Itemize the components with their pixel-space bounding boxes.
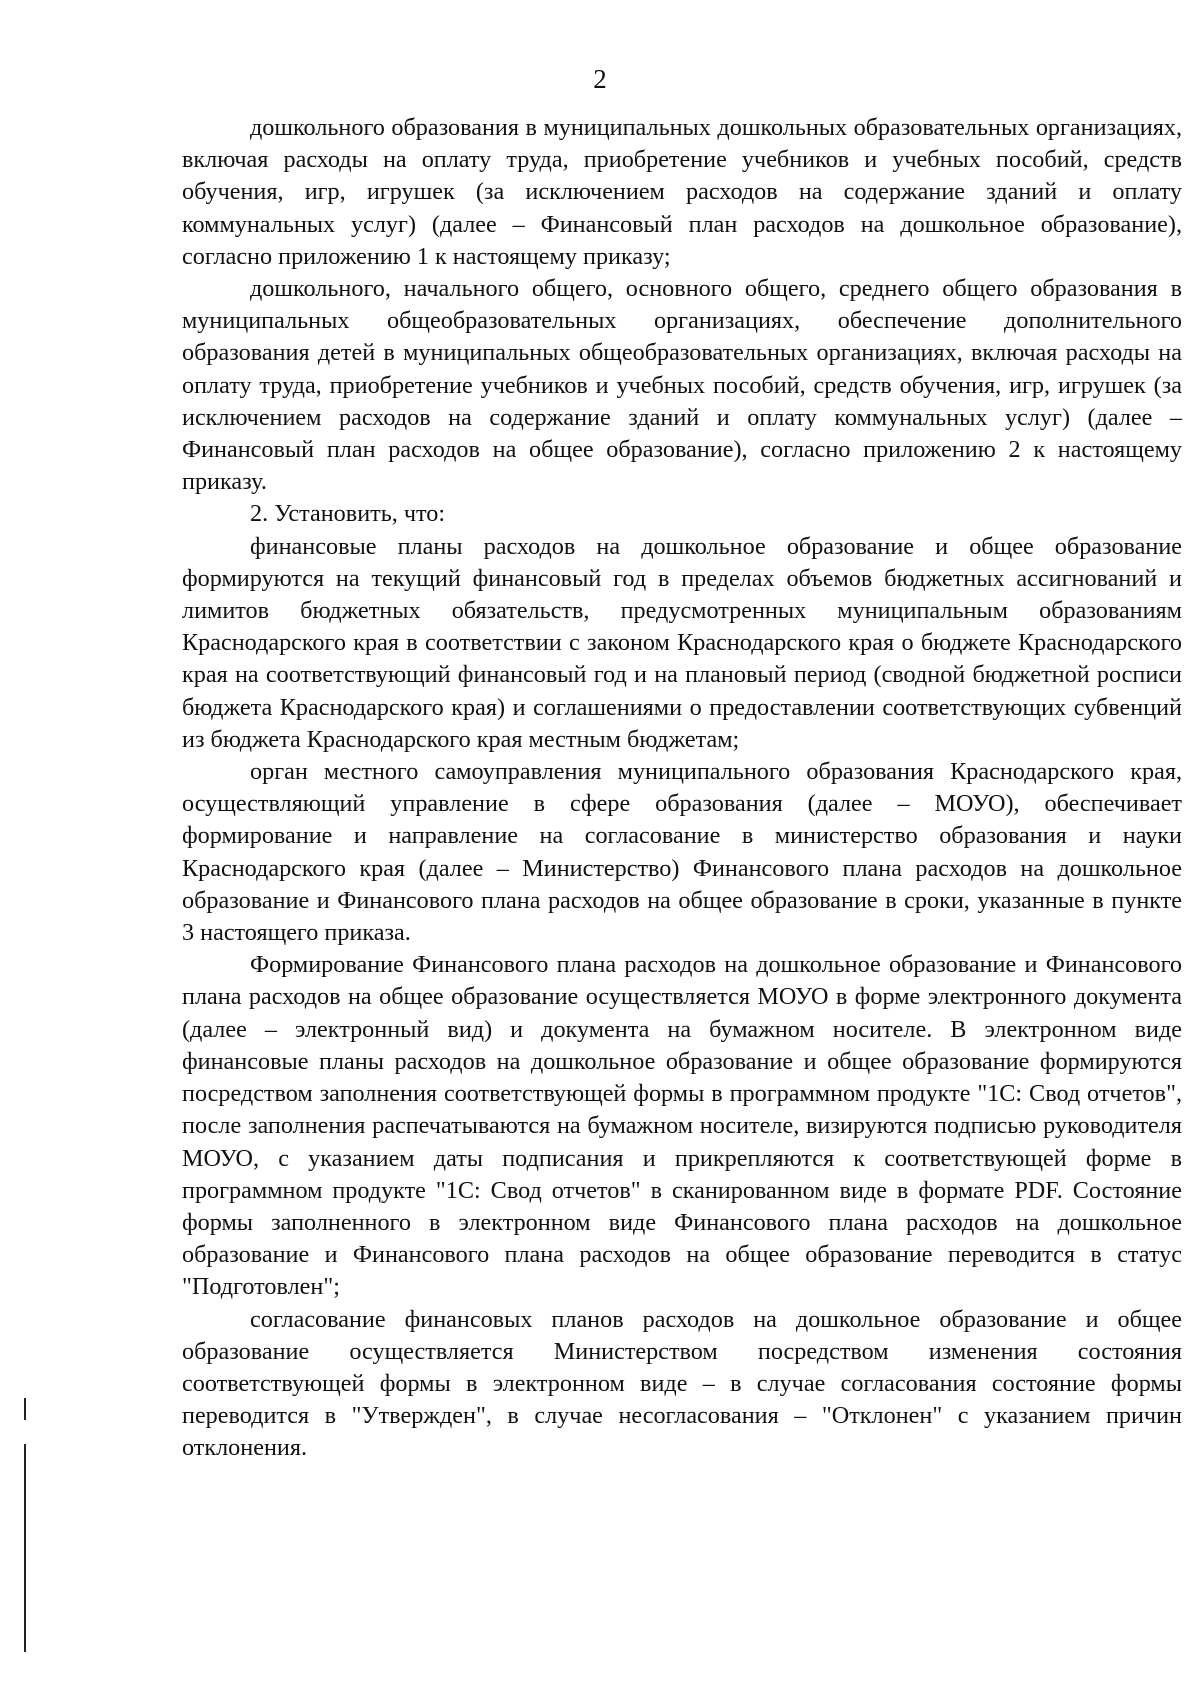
paragraph-establish-heading: 2. Установить, что: bbox=[250, 500, 446, 528]
scan-margin-mark-lower bbox=[24, 1444, 26, 1652]
paragraph-preschool-plan: дошкольного образования в муниципальных дошкольных образовательных организациях, включая расходы на оплату труда, приобретение учебников и учебных пособий, средств обучения, игр, игрушек (за исключением расходов на содержание зданий и оплату коммунальных услуг) (далее – Финансовый план расходов на дошкольное образование), согласно приложению 1 к настоящему приказу; bbox=[182, 114, 1182, 270]
paragraph-approval-procedure: согласование финансовых планов расходов на дошкольное образование и общее образование осуществляется Министерством посредством изменения состояния соответствующей формы в электронном виде – в случае согласования состояние формы переводится в "Утвержден", в случае несогласования – "Отклонен" с указанием причин отклонения. bbox=[182, 1305, 1182, 1462]
paragraph-formation-procedure: Формирование Финансового плана расходов на дошкольное образование и Финансового плана расходов на общее образование осуществляется МОУО в форме электронного документа (далее – электронный вид) и документа на бумажном носителе. В электронном виде финансовые планы расходов на дошкольное образование и общее образование формируются посредством заполнения соответствующей формы в программном продукте "1С: Свод отчетов", после заполнения распечатываются на бумажном носителе, визируются подписью руководителя МОУО, с указанием даты подписания и прикрепляются к соответствующей форме в программном продукте "1С: Свод отчетов" в сканированном виде в формате PDF. Состояние формы заполненного в электронном виде Финансового плана расходов на дошкольное образование и Финансового плана расходов на общее образование переводится в статус "Подготовлен"; bbox=[182, 951, 1182, 1301]
scan-margin-mark-upper bbox=[24, 1398, 26, 1420]
paragraph-plans-formed: финансовые планы расходов на дошкольное образование и общее образование формируются на текущий финансовый год в пределах объемов бюджетных ассигнований и лимитов бюджетных обязательств, предусмотренных муниципальным образованиям Краснодарского края в соответствии с законом Краснодарского края о бюджете Краснодарского края на соответствующий финансовый год и на плановый период (сводной бюджетной росписи бюджета Краснодарского края) и соглашениями о предоставлении соответствующих субвенций из бюджета Краснодарского края местным бюджетам; bbox=[182, 532, 1182, 753]
paragraph-moyo-duties: орган местного самоуправления муниципального образования Краснодарского края, осуществляющий управление в сфере образования (далее – МОУО), обеспечивает формирование и направление на согласование в министерство образования и науки Краснодарского края (далее – Министерство) Финансового плана расходов на дошкольное образование и Финансового плана расходов на общее образование в сроки, указанные в пункте 3 настоящего приказа. bbox=[182, 758, 1182, 947]
paragraph-general-plan: дошкольного, начального общего, основного общего, среднего общего образования в муниципальных общеобразовательных организациях, обеспечение дополнительного образования детей в муниципальных общеобразовательных организациях, включая расходы на оплату труда, приобретение учебников и учебных пособий, средств обучения, игр, игрушек (за исключением расходов на содержание зданий и оплату коммунальных услуг) (далее – Финансовый план расходов на общее образование), согласно приложению 2 к настоящему приказу. bbox=[182, 275, 1182, 496]
page-number: 2 bbox=[593, 64, 607, 94]
document-body bbox=[182, 112, 1182, 1465]
